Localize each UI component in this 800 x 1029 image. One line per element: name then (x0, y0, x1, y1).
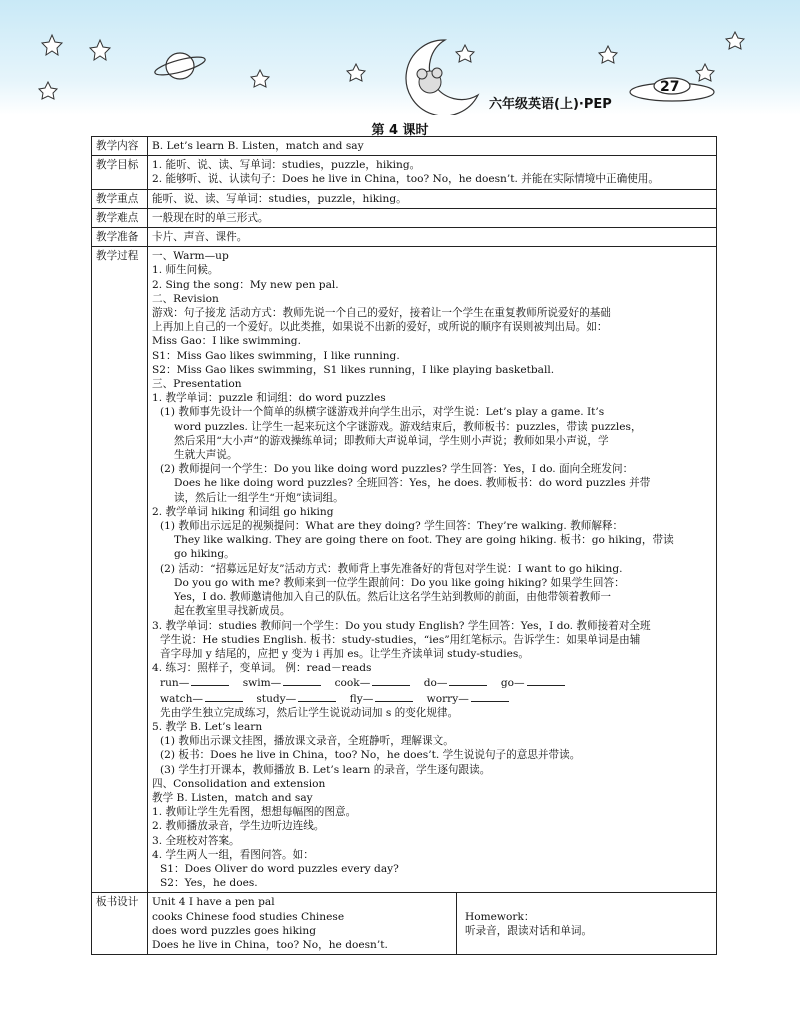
board-right (457, 893, 717, 955)
process-line: S1：Does Oliver do word puzzles every day? (160, 862, 399, 875)
exercise-item: run— (160, 677, 190, 690)
process-line: 教学 B. Listen，match and say (152, 791, 313, 804)
process-line: 1. 师生问候。 (152, 264, 219, 277)
answer-blank[interactable] (527, 675, 565, 686)
process-line: (2) 活动：“招募远足好友”活动方式：教师背上事先准备好的背包对学生说：I want to go hiking. (160, 562, 623, 575)
process-line: 起在教室里寻找新成员。 (174, 605, 291, 618)
exercise-item: watch— (160, 692, 203, 705)
process-line: (1) 教师出示远足的视频提问：What are they doing? 学生回答：They’re walking. 教师解释： (160, 520, 624, 533)
answer-blank[interactable] (283, 675, 321, 686)
process-line: S2：Miss Gao likes swimming，S1 likes running，I like playing basketball. (152, 363, 555, 376)
row-label: 教学重点 (92, 189, 148, 208)
process-line: 5. 教学 B. Let’s learn (152, 720, 263, 733)
process-line: 3. 教学单词：studies 教师问一个学生：Do you study English? 学生回答：Yes，I do. 教师接着对全班 (152, 619, 651, 632)
process-line: S2：Yes，he does. (160, 877, 258, 890)
row-label: 教学目标 (92, 156, 148, 189)
process-line: 一、Warm—up (152, 250, 229, 263)
page-number: 27 (660, 79, 680, 95)
homework-text: 听录音，跟读对话和单词。 (465, 924, 593, 937)
process-line: (2) 板书：Does he live in China，too? No，he does’t. 学生说说句子的意思并带读。 (160, 749, 581, 762)
goal-line: 2. 能够听、说、认读句子：Does he live in China，too? No，he doesn’t. 并能在实际情境中正确使用。 (152, 173, 659, 186)
process-line: (3) 学生打开课本，教师播放 B. Let’s learn 的录音，学生逐句跟读。 (160, 763, 491, 776)
process-line: 4. 学生两人一组，看图问答。如： (152, 848, 314, 861)
exercise-item: study— (256, 692, 297, 705)
process-line: 学生说：He studies English. 板书：study-studies，“ies”用红笔标示。告诉学生：如果单词是由辅 (160, 633, 641, 646)
exercise-item: do— (423, 677, 448, 690)
row-process (92, 247, 717, 893)
row-content (92, 137, 717, 156)
row-goals (92, 156, 717, 189)
row-label: 教学准备 (92, 228, 148, 247)
row-label: 教学过程 (92, 247, 148, 893)
row-key (92, 189, 717, 208)
process-line: (1) 教师事先设计一个简单的纵横字谜游戏并向学生出示，对学生说：Let’s play a game. It’s (160, 406, 605, 419)
answer-blank[interactable] (449, 675, 487, 686)
process-line: 1. 教师让学生先看图，想想每幅图的图意。 (152, 806, 357, 819)
process-line: Does he like doing word puzzles? 全班回答：Yes，he does. 教师板书：do word puzzles 并带 (174, 477, 651, 490)
process-line: 1. 教学单词：puzzle 和词组：do word puzzles (152, 392, 386, 405)
process-line: 二、Revision (152, 292, 219, 305)
process-line: 四、Consolidation and extension (152, 777, 326, 790)
process-line: 读，然后让一组学生“开炮”读词组。 (174, 491, 344, 504)
exercise-item: fly— (349, 692, 374, 705)
planet-icon (153, 53, 206, 79)
process-line: 上再加上自己的一个爱好。以此类推，如果说不出新的爱好，或所说的顺序有误则被判出局。如： (152, 321, 608, 334)
process-line: 然后采用“大小声”的游戏操练单词；即教师大声说单词，学生则小声说；教师如果小声说，学 (174, 434, 609, 447)
answer-blank[interactable] (191, 675, 229, 686)
answer-blank[interactable] (298, 691, 336, 702)
process-line: Miss Gao：I like swimming. (152, 335, 301, 348)
exercise-blanks-row (152, 691, 712, 706)
banner-decoration (0, 0, 800, 115)
homework-title: Homework： (465, 910, 535, 923)
board-left (148, 893, 457, 955)
process-line: 2. 教学单词 hiking 和词组 go hiking (152, 505, 334, 518)
exercise-item: go— (500, 677, 525, 690)
difficult-text: 一般现在时的单三形式。 (148, 208, 717, 227)
process-line: 2. 教师播放录音，学生边听边连线。 (152, 820, 325, 833)
process-line: Yes，I do. 教师邀请他加入自己的队伍。然后让这名学生站到教师的前面，由他带领着教师一 (174, 591, 612, 604)
process-line: 生就大声说。 (174, 449, 238, 462)
process-line: Do you go with me? 教师来到一位学生跟前问：Do you like going hiking? 如果学生回答： (174, 576, 625, 589)
board-line: cooks Chinese food studies Chinese (152, 910, 345, 923)
content-text: B. Let’s learn B. Listen，match and say (148, 137, 717, 156)
process-line: word puzzles. 让学生一起来玩这个字谜游戏。游戏结束后，教师板书：puzzles，带读 puzzles， (174, 420, 642, 433)
row-board (92, 893, 717, 955)
key-text: 能听、说、读、写单词：studies，puzzle，hiking。 (148, 189, 717, 208)
row-prep (92, 228, 717, 247)
answer-blank[interactable] (372, 675, 410, 686)
row-label: 板书设计 (92, 893, 148, 955)
process-line: 先由学生独立完成练习，然后让学生说说动词加 s 的变化规律。 (160, 706, 459, 719)
process-line: 三、Presentation (152, 378, 242, 391)
exercise-item: worry— (426, 692, 469, 705)
row-difficult (92, 208, 717, 227)
answer-blank[interactable] (375, 691, 413, 702)
prep-text: 卡片、声音、课件。 (148, 228, 717, 247)
process-line: (2) 教师提问一个学生：Do you like doing word puzzles? 学生回答：Yes，I do. 面向全班发问： (160, 463, 634, 476)
book-label: 六年级英语(上)·PEP (489, 97, 612, 112)
process-line: S1：Miss Gao likes swimming，I like running. (152, 349, 400, 362)
board-line: does word puzzles goes hiking (152, 924, 316, 937)
exercise-item: cook— (334, 677, 371, 690)
process-line: go hiking。 (174, 548, 235, 561)
header-banner (0, 0, 800, 115)
exercise-blanks-row (152, 675, 712, 690)
lesson-title: 第 4 课时 (371, 123, 429, 138)
board-line: Unit 4 I have a pen pal (152, 896, 275, 909)
row-label: 教学内容 (92, 137, 148, 156)
lesson-plan-table (91, 136, 717, 955)
process-line: 音字母加 y 结尾的，应把 y 变为 i 再加 es。让学生齐读单词 study-studies。 (160, 647, 529, 660)
process-line: 4. 练习：照样子，变单词。 例：read－reads (152, 662, 372, 675)
answer-blank[interactable] (205, 691, 243, 702)
process-line: 3. 全班校对答案。 (152, 834, 240, 847)
process-line: 游戏：句子接龙 活动方式：教师先说一个自己的爱好，接着让一个学生在重复教师所说爱好的基础 (152, 307, 611, 320)
process-line: (1) 教师出示课文挂图，播放课文录音，全班静听，理解课文。 (160, 735, 454, 748)
goal-line: 1. 能听、说、读、写单词：studies，puzzle，hiking。 (152, 159, 421, 172)
board-line: Does he live in China，too? No，he doesn’t. (152, 938, 388, 951)
answer-blank[interactable] (471, 691, 509, 702)
exercise-item: swim— (242, 677, 282, 690)
process-line: They like walking. They are going there on foot. They are going hiking. 板书：go hiking，带读 (174, 534, 674, 547)
process-line: 2. Sing the song：My new pen pal. (152, 278, 339, 291)
row-label: 教学难点 (92, 208, 148, 227)
process-cell (148, 247, 717, 893)
